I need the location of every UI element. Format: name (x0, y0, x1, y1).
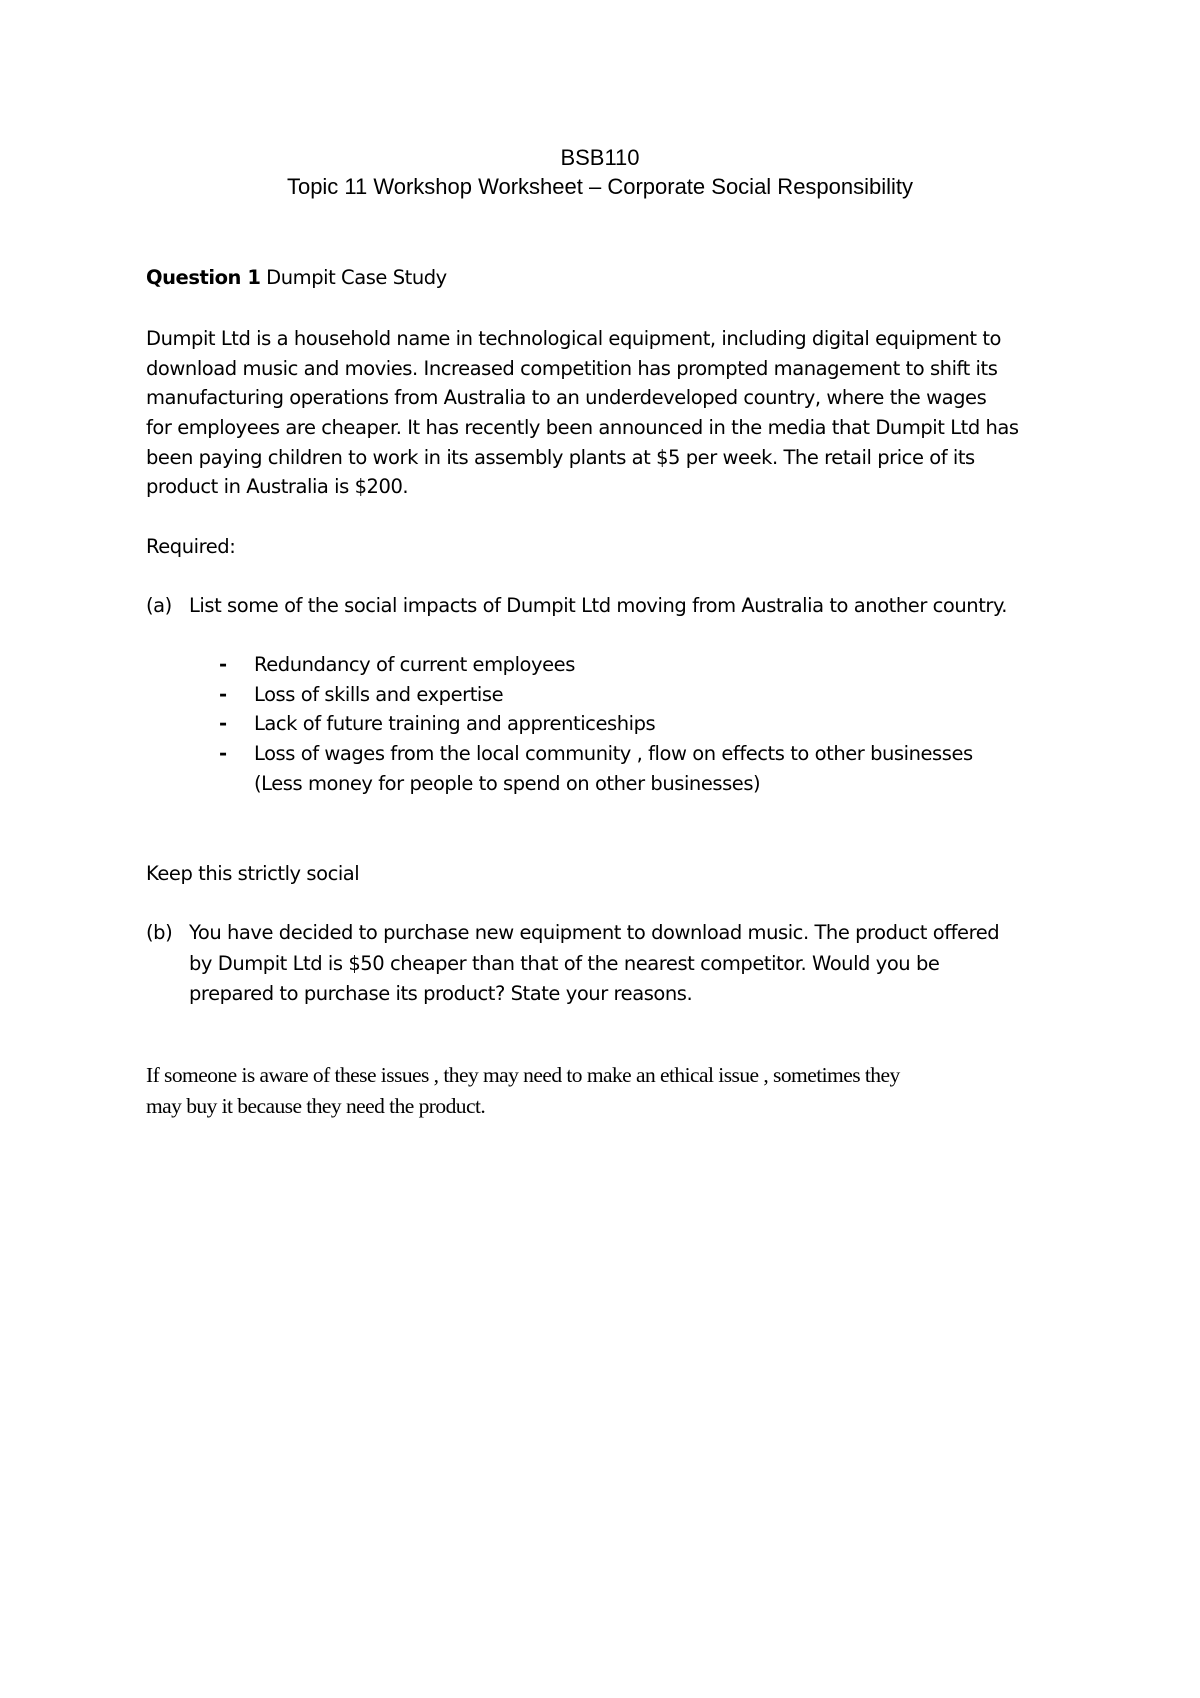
course-code: BSB110 (560, 145, 640, 170)
question-1-label: Question 1 (146, 266, 261, 289)
paragraph-line: download music and movies. Increased competition has prompted management to shift its (146, 356, 998, 380)
worksheet-title: Topic 11 Workshop Worksheet – Corporate Social Responsibility (286, 174, 914, 199)
bullet-text: Lack of future training and apprenticeships (254, 712, 656, 736)
bullet-dash: - (219, 682, 227, 706)
question-line: You have decided to purchase new equipment to download music. The product offered (189, 921, 1000, 944)
paragraph-line: been paying children to work in its assembly plants at $5 per week. The retail price of its (146, 445, 975, 469)
paragraph-line: manufacturing operations from Australia to an underdeveloped country, where the wages (146, 386, 987, 410)
bullet-dash: - (219, 712, 227, 736)
question-line: prepared to purchase its product? State your reasons. (189, 982, 693, 1006)
required-label: Required: (146, 535, 236, 558)
paragraph-line: Dumpit Ltd is a household name in technological equipment, including digital equipment to (146, 327, 1002, 350)
part-b-question (189, 918, 999, 1010)
answer-line: If someone is aware of these issues , they may need to make an ethical issue , sometimes they (146, 1063, 900, 1087)
case-study-paragraph (146, 324, 1019, 502)
bullet-text: Loss of skills and expertise (254, 682, 504, 706)
bullet-text: Redundancy of current employees (254, 653, 575, 676)
student-answer (146, 1060, 900, 1122)
part-a-label: (a) (146, 594, 172, 617)
question-1-heading (146, 263, 447, 293)
part-b-label: (b) (146, 921, 173, 944)
bullet-dash: - (219, 653, 227, 676)
answer-line: may buy it because they need the product. (146, 1094, 486, 1118)
paragraph-line: product in Australia is $200. (146, 475, 409, 499)
bullet-continuation: (Less money for people to spend on other businesses) (254, 772, 761, 795)
part-a-question: List some of the social impacts of Dumpit Ltd moving from Australia to another country. (189, 594, 1008, 617)
bullet-text: Loss of wages from the local community , flow on effects to other businesses (254, 742, 973, 766)
question-1-subtitle: Dumpit Case Study (260, 266, 447, 289)
question-line: by Dumpit Ltd is $50 cheaper than that of the nearest competitor. Would you be (189, 951, 940, 975)
instructor-note: Keep this strictly social (146, 862, 360, 885)
paragraph-line: for employees are cheaper. It has recently been announced in the media that Dumpit Ltd has (146, 416, 1019, 440)
bullet-dash: - (219, 742, 227, 766)
